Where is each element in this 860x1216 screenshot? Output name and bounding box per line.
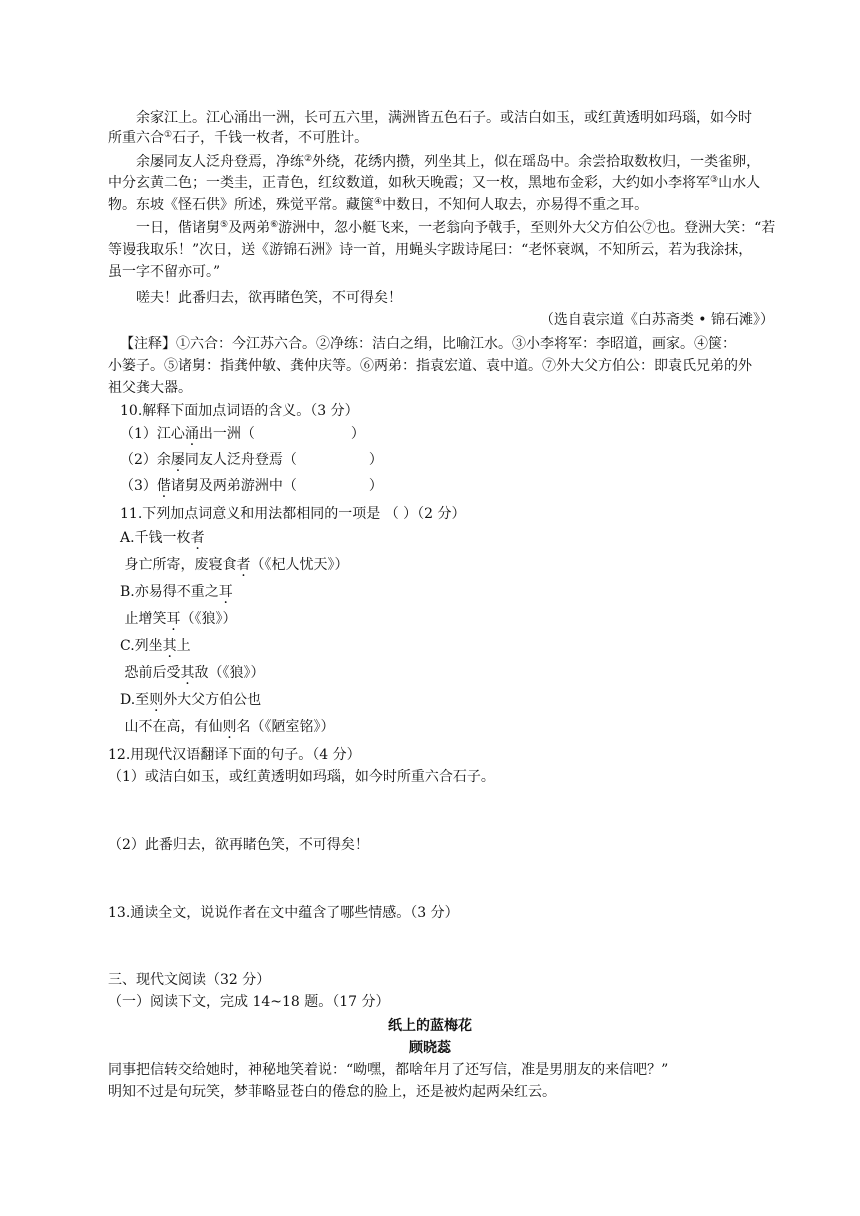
article-author: 顾晓蕊 xyxy=(409,1040,451,1056)
section-heading: 三、现代文阅读（32 分） xyxy=(108,972,271,988)
question-11-stem: 11.下列加点词意义和用法都相同的一项是 （ ）（2 分） xyxy=(120,506,466,522)
footnote-mark: ② xyxy=(304,154,313,164)
article-paragraph: 明知不过是句玩笑，梦菲略显苍白的倦怠的脸上，还是被灼起两朵红云。 xyxy=(108,1084,556,1100)
footnote-mark: ③ xyxy=(710,175,719,185)
question-10-item: （3）偕诸舅及两弟游洲中（ ） xyxy=(120,478,383,494)
passage-source: （选自袁宗道《白苏斋类 • 锦石滩》） xyxy=(539,312,774,328)
passage-line: 余屡同友人泛舟登焉，净练②外绕，花绣内攒，列坐其上，似在瑶岛中。余尝拾取数枚归，一类雀卵， xyxy=(136,154,761,170)
section-subheading: （一）阅读下文，完成 14~18 题。（17 分） xyxy=(108,994,390,1010)
passage-line: 余家江上。江心涌出一洲，长可五六里，满洲皆五色石子。或洁白如玉，或红黄透明如玛瑙，如今时 xyxy=(136,110,752,126)
option-a: A.千钱一枚者 xyxy=(120,530,205,546)
question-12-stem: 12.用现代汉语翻译下面的句子。（4 分） xyxy=(108,747,361,763)
passage-line: 虽一字不留亦可。” xyxy=(108,264,221,280)
article-title: 纸上的蓝梅花 xyxy=(388,1018,472,1034)
notes-line: 【注释】①六合：今江苏六合。②净练：洁白之绢，比喻江水。③小李将军：李昭道，画家。④箧： xyxy=(120,336,736,352)
option-c: C.列坐其上 xyxy=(120,638,191,654)
footnote-mark: ⑥ xyxy=(270,220,279,230)
question-13-stem: 13.通读全文，说说作者在文中蕴含了哪些情感。（3 分） xyxy=(108,905,459,921)
question-10-item: （2）余屡同友人泛舟登焉（ ） xyxy=(120,452,383,468)
article-paragraph: 同事把信转交给她时，神秘地笑着说：“呦嘿，都啥年月了还写信，准是男朋友的来信吧？” xyxy=(108,1062,669,1078)
footnote-mark: ④ xyxy=(374,197,383,207)
passage-line: 嗟夫！此番归去，欲再睹色笑，不可得矣！ xyxy=(136,290,402,306)
option-c-compare: 恐前后受其敌（《狼》） xyxy=(124,665,265,681)
question-12-sentence: （2）此番归去，欲再睹色笑，不可得矣！ xyxy=(108,837,369,853)
notes-line: 小篓子。⑤诸舅：指龚仲敏、龚仲庆等。⑥两弟：指袁宏道、袁中道。⑦外大父方伯公：即袁氏兄弟的外 xyxy=(108,358,752,374)
footnote-mark: ⑤ xyxy=(220,220,229,230)
passage-line: 等谩我取乐！”次日，送《游锦石洲》诗一首，用蝇头字跋诗尾曰：“老怀衰飒，不知所云，若为我涂抹， xyxy=(108,242,753,258)
option-d: D.至则外大父方伯公也 xyxy=(120,692,262,708)
passage-line: 一日，偕诸舅⑤及两弟⑥游洲中，忽小艇飞来，一老翁向予戟手，至则外大父方伯公⑦也。登洲大笑：“若 xyxy=(136,220,776,236)
passage-line: 物。东坡《怪石供》所述，殊觉平常。藏箧④中数日，不知何人取去，亦易得不重之耳。 xyxy=(108,197,649,213)
passage-line: 所重六合①石子，千钱一枚者，不可胜计。 xyxy=(108,130,369,146)
passage-line: 中分玄黄二色；一类圭，正青色，红纹数道，如秋天晚霞；又一枚，黑地布金彩，大约如小李将军③山水人 xyxy=(108,175,761,191)
question-10-item: （1）江心涌出一洲（ ） xyxy=(120,426,365,442)
question-10-stem: 10.解释下面加点词语的含义。（3 分） xyxy=(120,403,359,419)
footnote-mark: ① xyxy=(164,130,173,140)
option-b-compare: 止增笑耳（《狼》） xyxy=(124,611,237,627)
question-12-sentence: （1）或洁白如玉，或红黄透明如玛瑙，如今时所重六合石子。 xyxy=(108,769,495,785)
option-a-compare: 身亡所寄，废寝食者（《杞人忧天》） xyxy=(124,557,349,573)
option-b: B.亦易得不重之耳 xyxy=(120,584,233,600)
notes-line: 祖父龚大器。 xyxy=(108,380,192,396)
option-d-compare: 山不在高，有仙则名（《陋室铭》） xyxy=(124,719,335,735)
